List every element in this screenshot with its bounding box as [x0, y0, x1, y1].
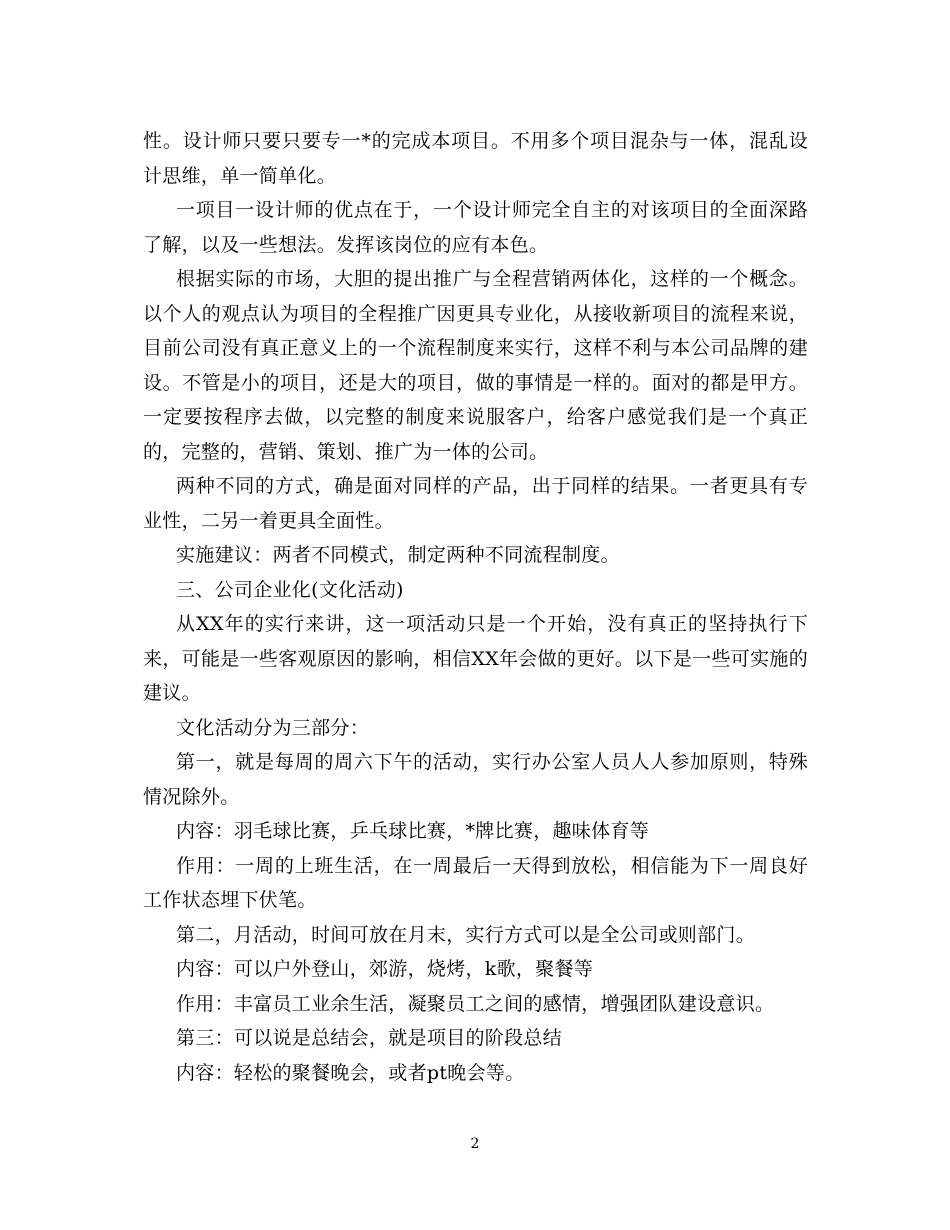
- paragraph: 性。设计师只要只要专一*的完成本项目。不用多个项目混杂与一体，混乱设计思维，单一简单化。: [143, 130, 808, 187]
- paragraph: 内容：轻松的聚餐晚会，或者pt晚会等。: [176, 1061, 525, 1084]
- paragraph: 内容：羽毛球比赛，乒乓球比赛，*牌比赛，趣味体育等: [176, 820, 650, 842]
- paragraph: 两种不同的方式，确是面对同样的产品，出于同样的结果。一者更具有专业性，二另一着更具全面性。: [143, 475, 808, 532]
- paragraph: 作用：丰富员工业余生活，凝聚员工之间的感情，增强团队建设意识。: [176, 992, 775, 1015]
- paragraph: 作用：一周的上班生活，在一周最后一天得到放松，相信能为下一周良好工作状态埋下伏笔。: [143, 854, 808, 911]
- document-body: [143, 124, 808, 1090]
- paragraph: 一项目一设计师的优点在于，一个设计师完全自主的对该项目的全面深路了解，以及一些想法。发挥该岗位的应有本色。: [143, 199, 808, 256]
- paragraph: 第二，月活动，时间可放在月末，实行方式可以是全公司或则部门。: [176, 923, 756, 946]
- section-heading: 三、公司企业化(文化活动): [176, 578, 404, 601]
- paragraph: 文化活动分为三部分：: [176, 716, 370, 739]
- paragraph: 第三：可以说是总结会，就是项目的阶段总结: [176, 1027, 563, 1049]
- paragraph: 根据实际的市场，大胆的提出推广与全程营销两体化，这样的一个概念。以个人的观点认为项目的全程推广因更具专业化，从接收新项目的流程来说，目前公司没有真正意义上的一个流程制度来实行，这样不利与本公司品牌的建设。不管是小的项目，还是大的项目，做的事情是一样的。面对的都是甲方。一定要按程序去做，以完整的制度来说服客户，给客户感觉我们是一个真正的，完整的，营销、策划、推广为一体的公司。: [143, 268, 808, 463]
- page-number: 2: [470, 1136, 480, 1152]
- paragraph: 从XX年的实行来讲，这一项活动只是一个开始，没有真正的坚持执行下来，可能是一些客观原因的影响，相信XX年会做的更好。以下是一些可实施的建议。: [143, 613, 808, 704]
- paragraph: 第一，就是每周的周六下午的活动，实行办公室人员人人参加原则，特殊情况除外。: [143, 751, 808, 808]
- paragraph: 实施建议：两者不同模式，制定两种不同流程制度。: [176, 544, 620, 566]
- paragraph: 内容：可以户外登山，郊游，烧烤，k歌，聚餐等: [176, 958, 594, 980]
